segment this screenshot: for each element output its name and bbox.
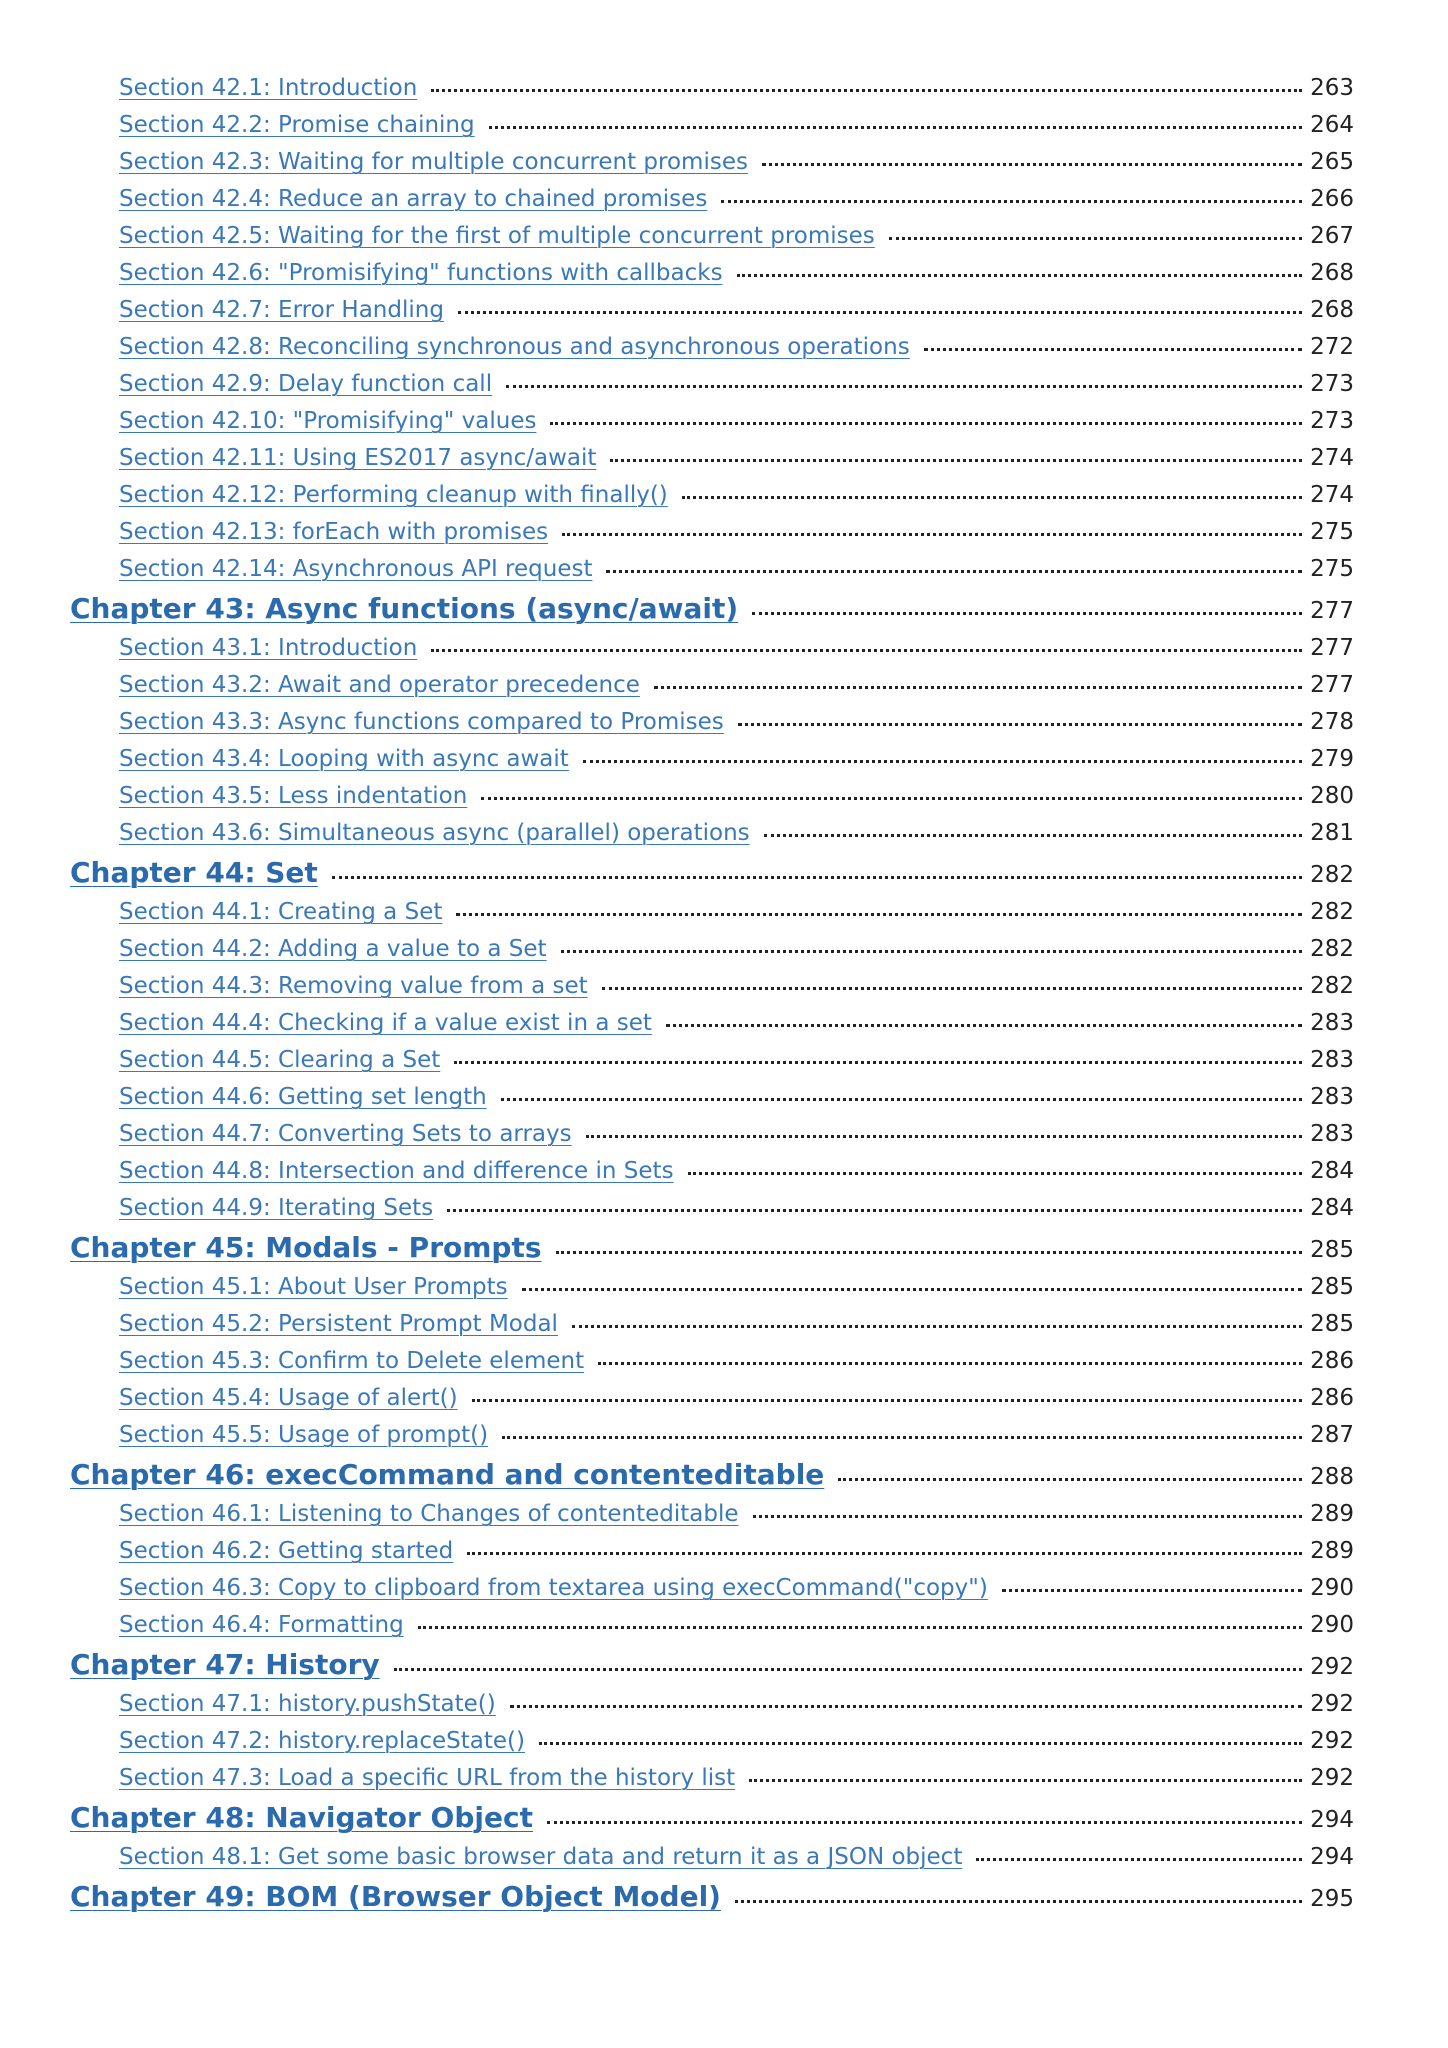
page-number: 277 — [1310, 672, 1354, 698]
dot-leader — [602, 987, 1302, 990]
dot-leader — [431, 89, 1302, 92]
dot-leader — [753, 1515, 1302, 1518]
chapter-link[interactable]: Chapter 46: execCommand and contenteditable — [70, 1458, 825, 1491]
toc-chapter-entry — [70, 1876, 1354, 1918]
page-number: 285 — [1310, 1274, 1354, 1300]
page-number: 295 — [1310, 1886, 1354, 1912]
dot-leader — [738, 723, 1302, 726]
section-link[interactable]: Section 42.5: Waiting for the first of multiple concurrent promises — [119, 223, 875, 249]
toc-section-entry — [119, 1607, 1354, 1644]
dot-leader — [394, 1668, 1302, 1671]
section-link[interactable]: Section 45.5: Usage of prompt() — [119, 1422, 489, 1448]
toc-chapter-entry — [70, 1227, 1354, 1269]
dot-leader — [666, 1024, 1302, 1027]
chapter-link[interactable]: Chapter 48: Navigator Object — [70, 1801, 533, 1834]
toc-section-entry — [119, 1153, 1354, 1190]
dot-leader — [654, 686, 1302, 689]
toc-section-entry — [119, 218, 1354, 255]
toc-section-entry — [119, 1005, 1354, 1042]
page-number: 273 — [1310, 371, 1354, 397]
section-link[interactable]: Section 44.7: Converting Sets to arrays — [119, 1121, 572, 1147]
section-link[interactable]: Section 46.3: Copy to clipboard from textarea using execCommand("copy") — [119, 1575, 988, 1601]
section-link[interactable]: Section 43.3: Async functions compared to Promises — [119, 709, 724, 735]
page-number: 292 — [1310, 1691, 1354, 1717]
section-link[interactable]: Section 42.3: Waiting for multiple concurrent promises — [119, 149, 748, 175]
page-number: 263 — [1310, 75, 1354, 101]
dot-leader — [472, 1399, 1302, 1402]
dot-leader — [502, 1436, 1302, 1439]
dot-leader — [749, 1779, 1302, 1782]
page-number: 294 — [1310, 1844, 1354, 1870]
page-number: 277 — [1310, 598, 1354, 624]
dot-leader — [889, 237, 1302, 240]
page-number: 264 — [1310, 112, 1354, 138]
page-number: 284 — [1310, 1195, 1354, 1221]
chapter-link[interactable]: Chapter 44: Set — [70, 856, 318, 889]
page-number: 282 — [1310, 862, 1354, 888]
page-number: 266 — [1310, 186, 1354, 212]
dot-leader — [721, 200, 1302, 203]
toc-section-entry — [119, 1570, 1354, 1607]
section-link[interactable]: Section 44.9: Iterating Sets — [119, 1195, 434, 1221]
page-number: 283 — [1310, 1047, 1354, 1073]
page-number: 292 — [1310, 1654, 1354, 1680]
dot-leader — [510, 1705, 1302, 1708]
toc-section-entry — [119, 403, 1354, 440]
dot-leader — [522, 1288, 1302, 1291]
section-link[interactable]: Section 42.6: "Promisifying" functions with callbacks — [119, 260, 723, 286]
section-link[interactable]: Section 44.4: Checking if a value exist in a set — [119, 1010, 652, 1036]
dot-leader — [561, 950, 1302, 953]
page-number: 283 — [1310, 1121, 1354, 1147]
section-link[interactable]: Section 46.1: Listening to Changes of contenteditable — [119, 1501, 739, 1527]
page-number: 274 — [1310, 482, 1354, 508]
page-number: 268 — [1310, 297, 1354, 323]
toc-chapter-entry — [70, 1454, 1354, 1496]
section-link[interactable]: Section 42.2: Promise chaining — [119, 112, 475, 138]
section-link[interactable]: Section 42.14: Asynchronous API request — [119, 556, 593, 582]
section-link[interactable]: Section 43.6: Simultaneous async (parallel) operations — [119, 820, 750, 846]
dot-leader — [447, 1209, 1302, 1212]
page-number: 275 — [1310, 556, 1354, 582]
toc-section-entry — [119, 931, 1354, 968]
page-number: 272 — [1310, 334, 1354, 360]
toc-section-entry — [119, 1686, 1354, 1723]
section-link[interactable]: Section 46.2: Getting started — [119, 1538, 454, 1564]
section-link[interactable]: Section 42.13: forEach with promises — [119, 519, 549, 545]
chapter-link[interactable]: Chapter 49: BOM (Browser Object Model) — [70, 1880, 721, 1913]
toc-chapter-entry — [70, 1797, 1354, 1839]
dot-leader — [481, 797, 1302, 800]
dot-leader — [682, 496, 1302, 499]
toc-section-entry — [119, 514, 1354, 551]
dot-leader — [454, 1061, 1302, 1064]
dot-leader — [572, 1325, 1302, 1328]
page-number: 282 — [1310, 899, 1354, 925]
toc-section-entry — [119, 968, 1354, 1005]
section-link[interactable]: Section 42.4: Reduce an array to chained promises — [119, 186, 708, 212]
toc-section-entry — [119, 1496, 1354, 1533]
dot-leader — [737, 274, 1302, 277]
page-number: 278 — [1310, 709, 1354, 735]
page-number: 283 — [1310, 1010, 1354, 1036]
dot-leader — [556, 1251, 1302, 1254]
dot-leader — [547, 1821, 1302, 1824]
section-link[interactable]: Section 45.4: Usage of alert() — [119, 1385, 458, 1411]
section-link[interactable]: Section 42.12: Performing cleanup with finally() — [119, 482, 668, 508]
dot-leader — [332, 876, 1302, 879]
section-link[interactable]: Section 42.9: Delay function call — [119, 371, 493, 397]
toc-section-entry — [119, 1306, 1354, 1343]
toc-section-entry — [119, 551, 1354, 588]
page-number: 265 — [1310, 149, 1354, 175]
page-number: 286 — [1310, 1348, 1354, 1374]
dot-leader — [606, 570, 1302, 573]
toc-section-entry — [119, 1839, 1354, 1876]
page-number: 281 — [1310, 820, 1354, 846]
toc-section-entry — [119, 1760, 1354, 1797]
toc-section-entry — [119, 704, 1354, 741]
section-link[interactable]: Section 42.1: Introduction — [119, 75, 418, 101]
dot-leader — [418, 1626, 1302, 1629]
dot-leader — [562, 533, 1302, 536]
page-number: 275 — [1310, 519, 1354, 545]
toc-section-entry — [119, 667, 1354, 704]
dot-leader — [764, 834, 1302, 837]
section-link[interactable]: Section 45.3: Confirm to Delete element — [119, 1348, 585, 1374]
toc-section-entry — [119, 1533, 1354, 1570]
section-link[interactable]: Section 44.5: Clearing a Set — [119, 1047, 441, 1073]
page-number: 289 — [1310, 1538, 1354, 1564]
toc-section-entry — [119, 366, 1354, 403]
table-of-contents — [0, 70, 1448, 1918]
section-link[interactable]: Section 42.7: Error Handling — [119, 297, 444, 323]
dot-leader — [610, 459, 1302, 462]
toc-section-entry — [119, 1380, 1354, 1417]
toc-section-entry — [119, 181, 1354, 218]
toc-section-entry — [119, 630, 1354, 667]
section-link[interactable]: Section 43.1: Introduction — [119, 635, 418, 661]
section-link[interactable]: Section 45.2: Persistent Prompt Modal — [119, 1311, 558, 1337]
dot-leader — [924, 348, 1302, 351]
toc-section-entry — [119, 1343, 1354, 1380]
toc-chapter-entry — [70, 1644, 1354, 1686]
toc-section-entry — [119, 1190, 1354, 1227]
page-number: 290 — [1310, 1612, 1354, 1638]
section-link[interactable]: Section 43.4: Looping with async await — [119, 746, 569, 772]
page-number: 274 — [1310, 445, 1354, 471]
chapter-link[interactable]: Chapter 47: History — [70, 1648, 380, 1681]
section-link[interactable]: Section 46.4: Formatting — [119, 1612, 404, 1638]
toc-section-entry — [119, 1417, 1354, 1454]
page-number: 288 — [1310, 1464, 1354, 1490]
page-number: 290 — [1310, 1575, 1354, 1601]
page-number: 286 — [1310, 1385, 1354, 1411]
page-number: 282 — [1310, 973, 1354, 999]
dot-leader — [586, 1135, 1302, 1138]
section-link[interactable]: Section 42.11: Using ES2017 async/await — [119, 445, 597, 471]
section-link[interactable]: Section 44.6: Getting set length — [119, 1084, 487, 1110]
dot-leader — [583, 760, 1302, 763]
section-link[interactable]: Section 44.8: Intersection and difference in Sets — [119, 1158, 674, 1184]
toc-section-entry — [119, 1269, 1354, 1306]
page-number: 282 — [1310, 936, 1354, 962]
dot-leader — [735, 1900, 1302, 1903]
section-link[interactable]: Section 44.3: Removing value from a set — [119, 973, 588, 999]
toc-section-entry — [119, 1042, 1354, 1079]
section-link[interactable]: Section 44.1: Creating a Set — [119, 899, 443, 925]
dot-leader — [762, 163, 1302, 166]
dot-leader — [838, 1478, 1302, 1481]
page-number: 273 — [1310, 408, 1354, 434]
section-link[interactable]: Section 47.1: history.pushState() — [119, 1691, 496, 1717]
dot-leader — [506, 385, 1302, 388]
dot-leader — [467, 1552, 1302, 1555]
dot-leader — [539, 1742, 1302, 1745]
page-number: 294 — [1310, 1807, 1354, 1833]
toc-chapter-entry — [70, 588, 1354, 630]
dot-leader — [1002, 1589, 1302, 1592]
page-number: 267 — [1310, 223, 1354, 249]
toc-chapter-entry — [70, 852, 1354, 894]
toc-section-entry — [119, 741, 1354, 778]
toc-section-entry — [119, 107, 1354, 144]
dot-leader — [489, 126, 1302, 129]
toc-section-entry — [119, 144, 1354, 181]
section-link[interactable]: Section 43.2: Await and operator precedence — [119, 672, 640, 698]
section-link[interactable]: Section 45.1: About User Prompts — [119, 1274, 508, 1300]
page-number: 292 — [1310, 1765, 1354, 1791]
page-number: 285 — [1310, 1237, 1354, 1263]
toc-section-entry — [119, 70, 1354, 107]
section-link[interactable]: Section 42.8: Reconciling synchronous and asynchronous operations — [119, 334, 910, 360]
dot-leader — [752, 612, 1302, 615]
page-number: 277 — [1310, 635, 1354, 661]
dot-leader — [458, 311, 1302, 314]
toc-section-entry — [119, 778, 1354, 815]
section-link[interactable]: Section 44.2: Adding a value to a Set — [119, 936, 547, 962]
dot-leader — [456, 913, 1302, 916]
section-link[interactable]: Section 43.5: Less indentation — [119, 783, 468, 809]
dot-leader — [598, 1362, 1302, 1365]
toc-section-entry — [119, 440, 1354, 477]
dot-leader — [688, 1172, 1302, 1175]
section-link[interactable]: Section 47.3: Load a specific URL from the history list — [119, 1765, 736, 1791]
page-number: 292 — [1310, 1728, 1354, 1754]
page-number: 279 — [1310, 746, 1354, 772]
dot-leader — [550, 422, 1302, 425]
section-link[interactable]: Section 48.1: Get some basic browser data and return it as a JSON object — [119, 1844, 963, 1870]
section-link[interactable]: Section 42.10: "Promisifying" values — [119, 408, 537, 434]
page-number: 268 — [1310, 260, 1354, 286]
toc-section-entry — [119, 329, 1354, 366]
dot-leader — [431, 649, 1302, 652]
toc-section-entry — [119, 255, 1354, 292]
toc-section-entry — [119, 292, 1354, 329]
page-number: 283 — [1310, 1084, 1354, 1110]
section-link[interactable]: Section 47.2: history.replaceState() — [119, 1728, 525, 1754]
chapter-link[interactable]: Chapter 45: Modals - Prompts — [70, 1231, 542, 1264]
toc-section-entry — [119, 894, 1354, 931]
toc-section-entry — [119, 815, 1354, 852]
toc-section-entry — [119, 1116, 1354, 1153]
page-number: 287 — [1310, 1422, 1354, 1448]
page-number: 284 — [1310, 1158, 1354, 1184]
dot-leader — [501, 1098, 1302, 1101]
toc-section-entry — [119, 477, 1354, 514]
toc-section-entry — [119, 1079, 1354, 1116]
dot-leader — [976, 1858, 1302, 1861]
toc-section-entry — [119, 1723, 1354, 1760]
page-number: 289 — [1310, 1501, 1354, 1527]
page-number: 285 — [1310, 1311, 1354, 1337]
page-number: 280 — [1310, 783, 1354, 809]
chapter-link[interactable]: Chapter 43: Async functions (async/await) — [70, 592, 739, 625]
